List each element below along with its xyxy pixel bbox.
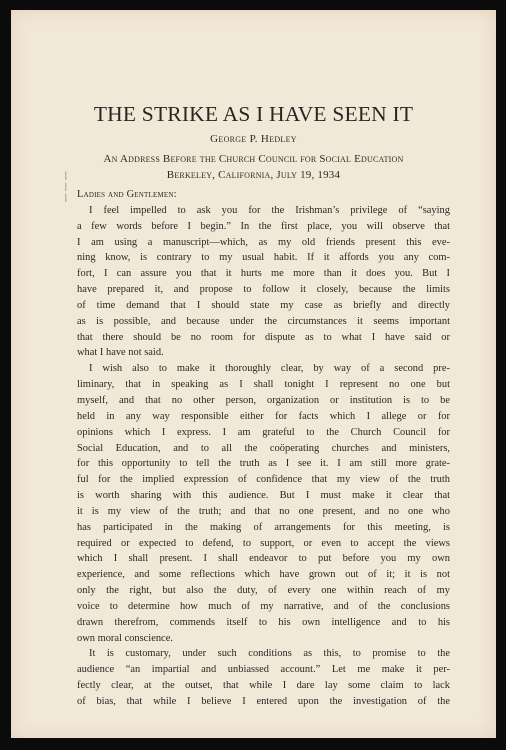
text-line: held in any way responsible either for facts which I allege or for <box>77 410 450 422</box>
text-line: drawn therefrom, commends itself to his own intelligence and to his <box>77 616 450 628</box>
text-line: have prepared it, and propose to follow it closely, because the limits <box>77 284 450 296</box>
text-line: as is possible, and because under the circumstances it seems important <box>77 315 450 327</box>
text-line: of time demand that I should state my case as briefly and directly <box>77 299 450 311</box>
paragraph <box>77 646 450 709</box>
text-line: is worth sharing with this audience. But I must make it clear that <box>77 490 450 502</box>
text-line: a few words before I begin.” In the first place, you will observe that <box>77 220 450 232</box>
text-line: opinions which I express. I am grateful to the Church Council for <box>77 426 450 438</box>
text-line: what I have not said. <box>77 347 164 359</box>
text-line: I wish also to make it thoroughly clear, by way of a second pre- <box>89 363 450 375</box>
margin-pencil-mark: | | | <box>65 170 67 202</box>
text-line: of bias, that while I believe I entered upon the investigation of the <box>77 696 450 707</box>
text-line: ning know, is contrary to my usual habit. If it affords you any com- <box>77 252 450 264</box>
text-line: experience, and some reflections which have grown out of it; it is not <box>77 569 450 581</box>
text-line: for this opportunity to tell the truth as I see it. I am still more grate- <box>77 458 450 470</box>
salutation: Ladies and Gentlemen: <box>77 189 177 200</box>
text-line: fort, I can assure you that it hurts me more than it does you. But I <box>77 268 450 280</box>
document-title: THE STRIKE AS I HAVE SEEN IT <box>93 102 414 126</box>
paragraph <box>77 203 450 361</box>
text-line: ful for the implied expression of confidence that my view of the truth <box>77 474 450 486</box>
paragraph <box>77 361 450 646</box>
text-line: that there should be no room for dispute as to what I have said or <box>77 331 450 343</box>
author-name: George P. Hedley <box>210 133 297 145</box>
text-line: has participated in the making of arrangements for this meeting, is <box>77 521 450 533</box>
text-line: required or expected to defend, to support, or even to accept the views <box>77 537 450 549</box>
paragraphs-container <box>77 203 450 710</box>
text-line: myself, and that no other person, organization or institution is to be <box>77 394 450 406</box>
text-line: it is my view of the truth; and that no one present, and no one who <box>77 505 450 517</box>
text-line: Social Education, and to all the coöperating churches and ministers, <box>77 442 450 454</box>
text-line: I am using a manuscript—which, as my old friends present this eve- <box>77 236 450 248</box>
text-line: I feel impelled to ask you for the Irishman’s privilege of “saying <box>89 204 450 216</box>
text-line: audience “an impartial and unbiassed account.” Let me make it per- <box>77 664 450 676</box>
text-line: fectly clear, at the outset, that while I dare lay some claim to lack <box>77 680 450 692</box>
subtitle-occasion: An Address Before the Church Council for Social Education <box>103 153 404 165</box>
text-line: only the right, but also the duty, of every one within reach of my <box>77 585 450 597</box>
text-line: own moral conscience. <box>77 632 173 644</box>
text-line: voice to determine how much of my narrative, and of the conclusions <box>77 600 450 612</box>
document-body <box>77 187 450 710</box>
document-page <box>11 10 496 738</box>
text-line: liminary, that in speaking as I shall tonight I represent no one but <box>77 379 450 391</box>
text-line: which I shall present. I shall endeavor to put before you my own <box>77 553 450 565</box>
subtitle-place-date: Berkeley, California, July 19, 1934 <box>166 169 341 181</box>
text-line: It is customary, under such conditions as this, to promise to the <box>89 648 450 660</box>
